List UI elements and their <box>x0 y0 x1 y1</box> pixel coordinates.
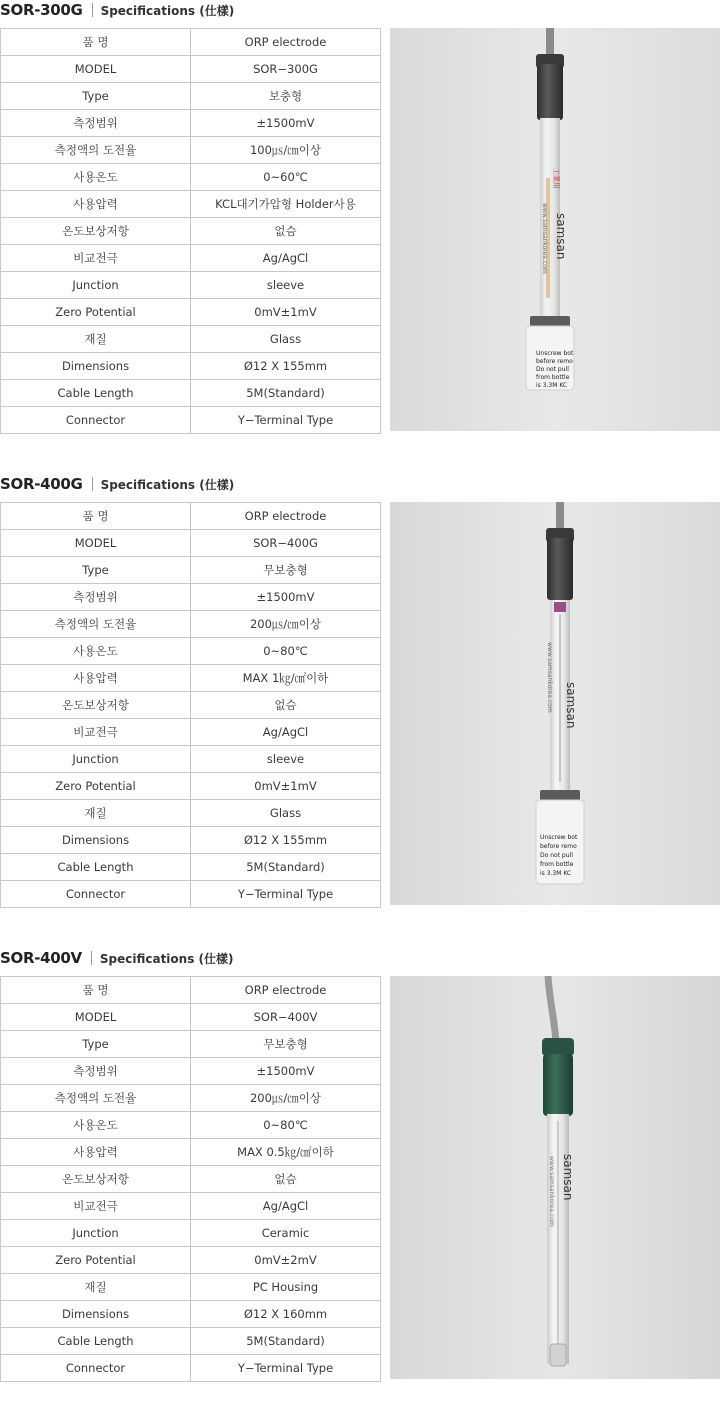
svg-text:before remo: before remo <box>540 843 577 850</box>
spec-value: ±1500mV <box>191 110 381 137</box>
spec-value: SOR−300G <box>191 56 381 83</box>
spec-value: 0~80℃ <box>191 1112 381 1139</box>
spec-value: Ø12 X 155mm <box>191 353 381 380</box>
product-photo <box>390 502 720 905</box>
svg-text:工業用: 工業用 <box>552 168 560 189</box>
spec-label: Dimensions <box>1 353 191 380</box>
spec-value: SOR−400V <box>191 1004 381 1031</box>
spec-value: KCL대기가압형 Holder사용 <box>191 191 381 218</box>
spec-value: 0mV±1mV <box>191 299 381 326</box>
spec-label: Connector <box>1 881 191 908</box>
spec-value: Ag/AgCl <box>191 1193 381 1220</box>
spec-row <box>1 1301 381 1328</box>
spec-label: Connector <box>1 1355 191 1382</box>
spec-value: ORP electrode <box>191 977 381 1004</box>
spec-table <box>0 976 381 1382</box>
spec-row <box>1 83 381 110</box>
spec-table <box>0 502 381 908</box>
spec-row <box>1 191 381 218</box>
spec-row <box>1 530 381 557</box>
spec-value: Y−Terminal Type <box>191 407 381 434</box>
electrode-image <box>390 28 720 431</box>
spec-row <box>1 56 381 83</box>
spec-label: Junction <box>1 1220 191 1247</box>
cable <box>546 28 554 58</box>
svg-text:before remo: before remo <box>536 358 573 365</box>
spec-label: 측정범위 <box>1 1058 191 1085</box>
spec-label: 재질 <box>1 800 191 827</box>
spec-value: 100㎲/㎝이상 <box>191 137 381 164</box>
spec-row <box>1 665 381 692</box>
specifications-title: Specifications (仕樣) <box>100 477 235 492</box>
spec-row <box>1 29 381 56</box>
spec-row <box>1 1247 381 1274</box>
spec-row <box>1 407 381 434</box>
spec-value: Y−Terminal Type <box>191 881 381 908</box>
svg-text:Unscrew bot: Unscrew bot <box>540 834 578 841</box>
model-title: SOR-300G <box>0 1 83 19</box>
spec-row <box>1 137 381 164</box>
cable <box>556 502 564 532</box>
spec-label: 온도보상저항 <box>1 1166 191 1193</box>
heading-divider <box>91 951 92 965</box>
spec-label: MODEL <box>1 56 191 83</box>
spec-label: 측정범위 <box>1 584 191 611</box>
spec-row <box>1 1112 381 1139</box>
spec-label: MODEL <box>1 1004 191 1031</box>
spec-row <box>1 1328 381 1355</box>
spec-row <box>1 326 381 353</box>
section-heading <box>0 948 234 968</box>
spec-value: sleeve <box>191 746 381 773</box>
spec-row <box>1 638 381 665</box>
spec-label: 재질 <box>1 1274 191 1301</box>
spec-value: 5M(Standard) <box>191 854 381 881</box>
svg-text:www.samsankorea.com: www.samsankorea.com <box>548 1156 555 1227</box>
spec-label: 온도보상저항 <box>1 692 191 719</box>
spec-row <box>1 746 381 773</box>
spec-value: 0mV±2mV <box>191 1247 381 1274</box>
spec-row <box>1 353 381 380</box>
spec-table <box>0 28 381 434</box>
cap <box>543 1054 573 1116</box>
spec-value: Y−Terminal Type <box>191 1355 381 1382</box>
spec-value: Ag/AgCl <box>191 719 381 746</box>
spec-row <box>1 611 381 638</box>
spec-value: ±1500mV <box>191 584 381 611</box>
spec-value: ORP electrode <box>191 29 381 56</box>
spec-label: Zero Potential <box>1 1247 191 1274</box>
spec-value: 없슴 <box>191 692 381 719</box>
spec-label: 품 명 <box>1 29 191 56</box>
svg-text:from bottle: from bottle <box>536 374 570 381</box>
svg-text:is 3.3M KC: is 3.3M KC <box>540 870 572 877</box>
spec-label: 사용압력 <box>1 665 191 692</box>
spec-row <box>1 584 381 611</box>
electrode-image <box>390 502 720 905</box>
spec-value: MAX 0.5㎏/㎠이하 <box>191 1139 381 1166</box>
spec-label: 사용온도 <box>1 1112 191 1139</box>
spec-label: Connector <box>1 407 191 434</box>
spec-value: 0~80℃ <box>191 638 381 665</box>
spec-row <box>1 977 381 1004</box>
spec-label: Junction <box>1 746 191 773</box>
spec-value: 0mV±1mV <box>191 773 381 800</box>
spec-row <box>1 110 381 137</box>
cap <box>537 64 563 120</box>
spec-value: Glass <box>191 800 381 827</box>
spec-row <box>1 692 381 719</box>
spec-row <box>1 218 381 245</box>
spec-value: 무보충형 <box>191 557 381 584</box>
spec-value: Ceramic <box>191 1220 381 1247</box>
spec-label: 품 명 <box>1 977 191 1004</box>
spec-row <box>1 299 381 326</box>
spec-value: Ø12 X 160mm <box>191 1301 381 1328</box>
product-section-sor-400g <box>0 474 720 914</box>
section-heading <box>0 474 234 494</box>
spec-value: 없슴 <box>191 1166 381 1193</box>
spec-row <box>1 1004 381 1031</box>
heading-divider <box>92 477 93 491</box>
section-heading <box>0 0 234 20</box>
model-title: SOR-400G <box>0 475 83 493</box>
spec-row <box>1 1220 381 1247</box>
spec-value: Ø12 X 155mm <box>191 827 381 854</box>
spec-row <box>1 773 381 800</box>
specifications-title: Specifications (仕樣) <box>100 3 235 18</box>
spec-label: Cable Length <box>1 1328 191 1355</box>
svg-text:Unscrew bot: Unscrew bot <box>536 350 574 357</box>
spec-value: Glass <box>191 326 381 353</box>
svg-text:from bottle: from bottle <box>540 861 574 868</box>
spec-row <box>1 1031 381 1058</box>
spec-label: Type <box>1 1031 191 1058</box>
spec-label: 측정범위 <box>1 110 191 137</box>
brand-text: samsan <box>561 1154 575 1201</box>
spec-value: sleeve <box>191 272 381 299</box>
spec-row <box>1 164 381 191</box>
spec-label: Zero Potential <box>1 773 191 800</box>
spec-row <box>1 719 381 746</box>
spec-label: Zero Potential <box>1 299 191 326</box>
spec-label: Junction <box>1 272 191 299</box>
spec-value: ORP electrode <box>191 503 381 530</box>
spec-label: 품 명 <box>1 503 191 530</box>
specifications-title: Specifications (仕樣) <box>99 951 234 966</box>
spec-row <box>1 1274 381 1301</box>
model-title: SOR-400V <box>0 949 82 967</box>
svg-text:is 3.3M KC: is 3.3M KC <box>536 382 568 389</box>
spec-row <box>1 245 381 272</box>
spec-value: ±1500mV <box>191 1058 381 1085</box>
brand-text: samsan <box>554 213 568 260</box>
spec-row <box>1 827 381 854</box>
spec-row <box>1 1058 381 1085</box>
spec-row <box>1 272 381 299</box>
spec-row <box>1 380 381 407</box>
spec-label: 측정액의 도전율 <box>1 1085 191 1112</box>
spec-value: 200㎲/㎝이상 <box>191 1085 381 1112</box>
spec-label: Cable Length <box>1 380 191 407</box>
product-photo <box>390 976 720 1379</box>
spec-label: Dimensions <box>1 827 191 854</box>
spec-row <box>1 1166 381 1193</box>
spec-row <box>1 800 381 827</box>
spec-value: 200㎲/㎝이상 <box>191 611 381 638</box>
spec-label: 사용압력 <box>1 1139 191 1166</box>
spec-row <box>1 1193 381 1220</box>
spec-label: 비교전극 <box>1 1193 191 1220</box>
spec-label: 사용압력 <box>1 191 191 218</box>
spec-value: 보충형 <box>191 83 381 110</box>
svg-text:Do not pull: Do not pull <box>540 852 573 859</box>
svg-text:Do not pull: Do not pull <box>536 366 569 373</box>
spec-label: Type <box>1 557 191 584</box>
product-section-sor-400v <box>0 948 720 1388</box>
spec-row <box>1 557 381 584</box>
spec-value: 없슴 <box>191 218 381 245</box>
svg-text:www.samsankorea.com: www.samsankorea.com <box>546 642 553 713</box>
brand-text: samsan <box>564 682 578 729</box>
spec-label: Type <box>1 83 191 110</box>
spec-label: 비교전극 <box>1 719 191 746</box>
spec-label: 온도보상저항 <box>1 218 191 245</box>
spec-label: 측정액의 도전율 <box>1 611 191 638</box>
spec-row <box>1 1355 381 1382</box>
electrode-tip <box>550 1344 566 1366</box>
spec-row <box>1 1139 381 1166</box>
product-photo <box>390 28 720 431</box>
spec-value: 무보충형 <box>191 1031 381 1058</box>
spec-row <box>1 854 381 881</box>
product-section-sor-300g <box>0 0 720 440</box>
spec-value: PC Housing <box>191 1274 381 1301</box>
electrode-image <box>390 976 720 1379</box>
spec-label: 비교전극 <box>1 245 191 272</box>
spec-label: 측정액의 도전율 <box>1 137 191 164</box>
svg-text:www.samsankorea.com: www.samsankorea.com <box>541 203 548 274</box>
cap <box>547 538 573 600</box>
spec-label: 재질 <box>1 326 191 353</box>
spec-value: SOR−400G <box>191 530 381 557</box>
spec-value: 0~60℃ <box>191 164 381 191</box>
heading-divider <box>92 3 93 17</box>
spec-value: Ag/AgCl <box>191 245 381 272</box>
spec-label: MODEL <box>1 530 191 557</box>
spec-row <box>1 503 381 530</box>
spec-value: MAX 1㎏/㎠이하 <box>191 665 381 692</box>
spec-label: 사용온도 <box>1 164 191 191</box>
spec-value: 5M(Standard) <box>191 380 381 407</box>
spec-row <box>1 881 381 908</box>
spec-value: 5M(Standard) <box>191 1328 381 1355</box>
spec-label: 사용온도 <box>1 638 191 665</box>
spec-label: Cable Length <box>1 854 191 881</box>
spec-label: Dimensions <box>1 1301 191 1328</box>
spec-row <box>1 1085 381 1112</box>
